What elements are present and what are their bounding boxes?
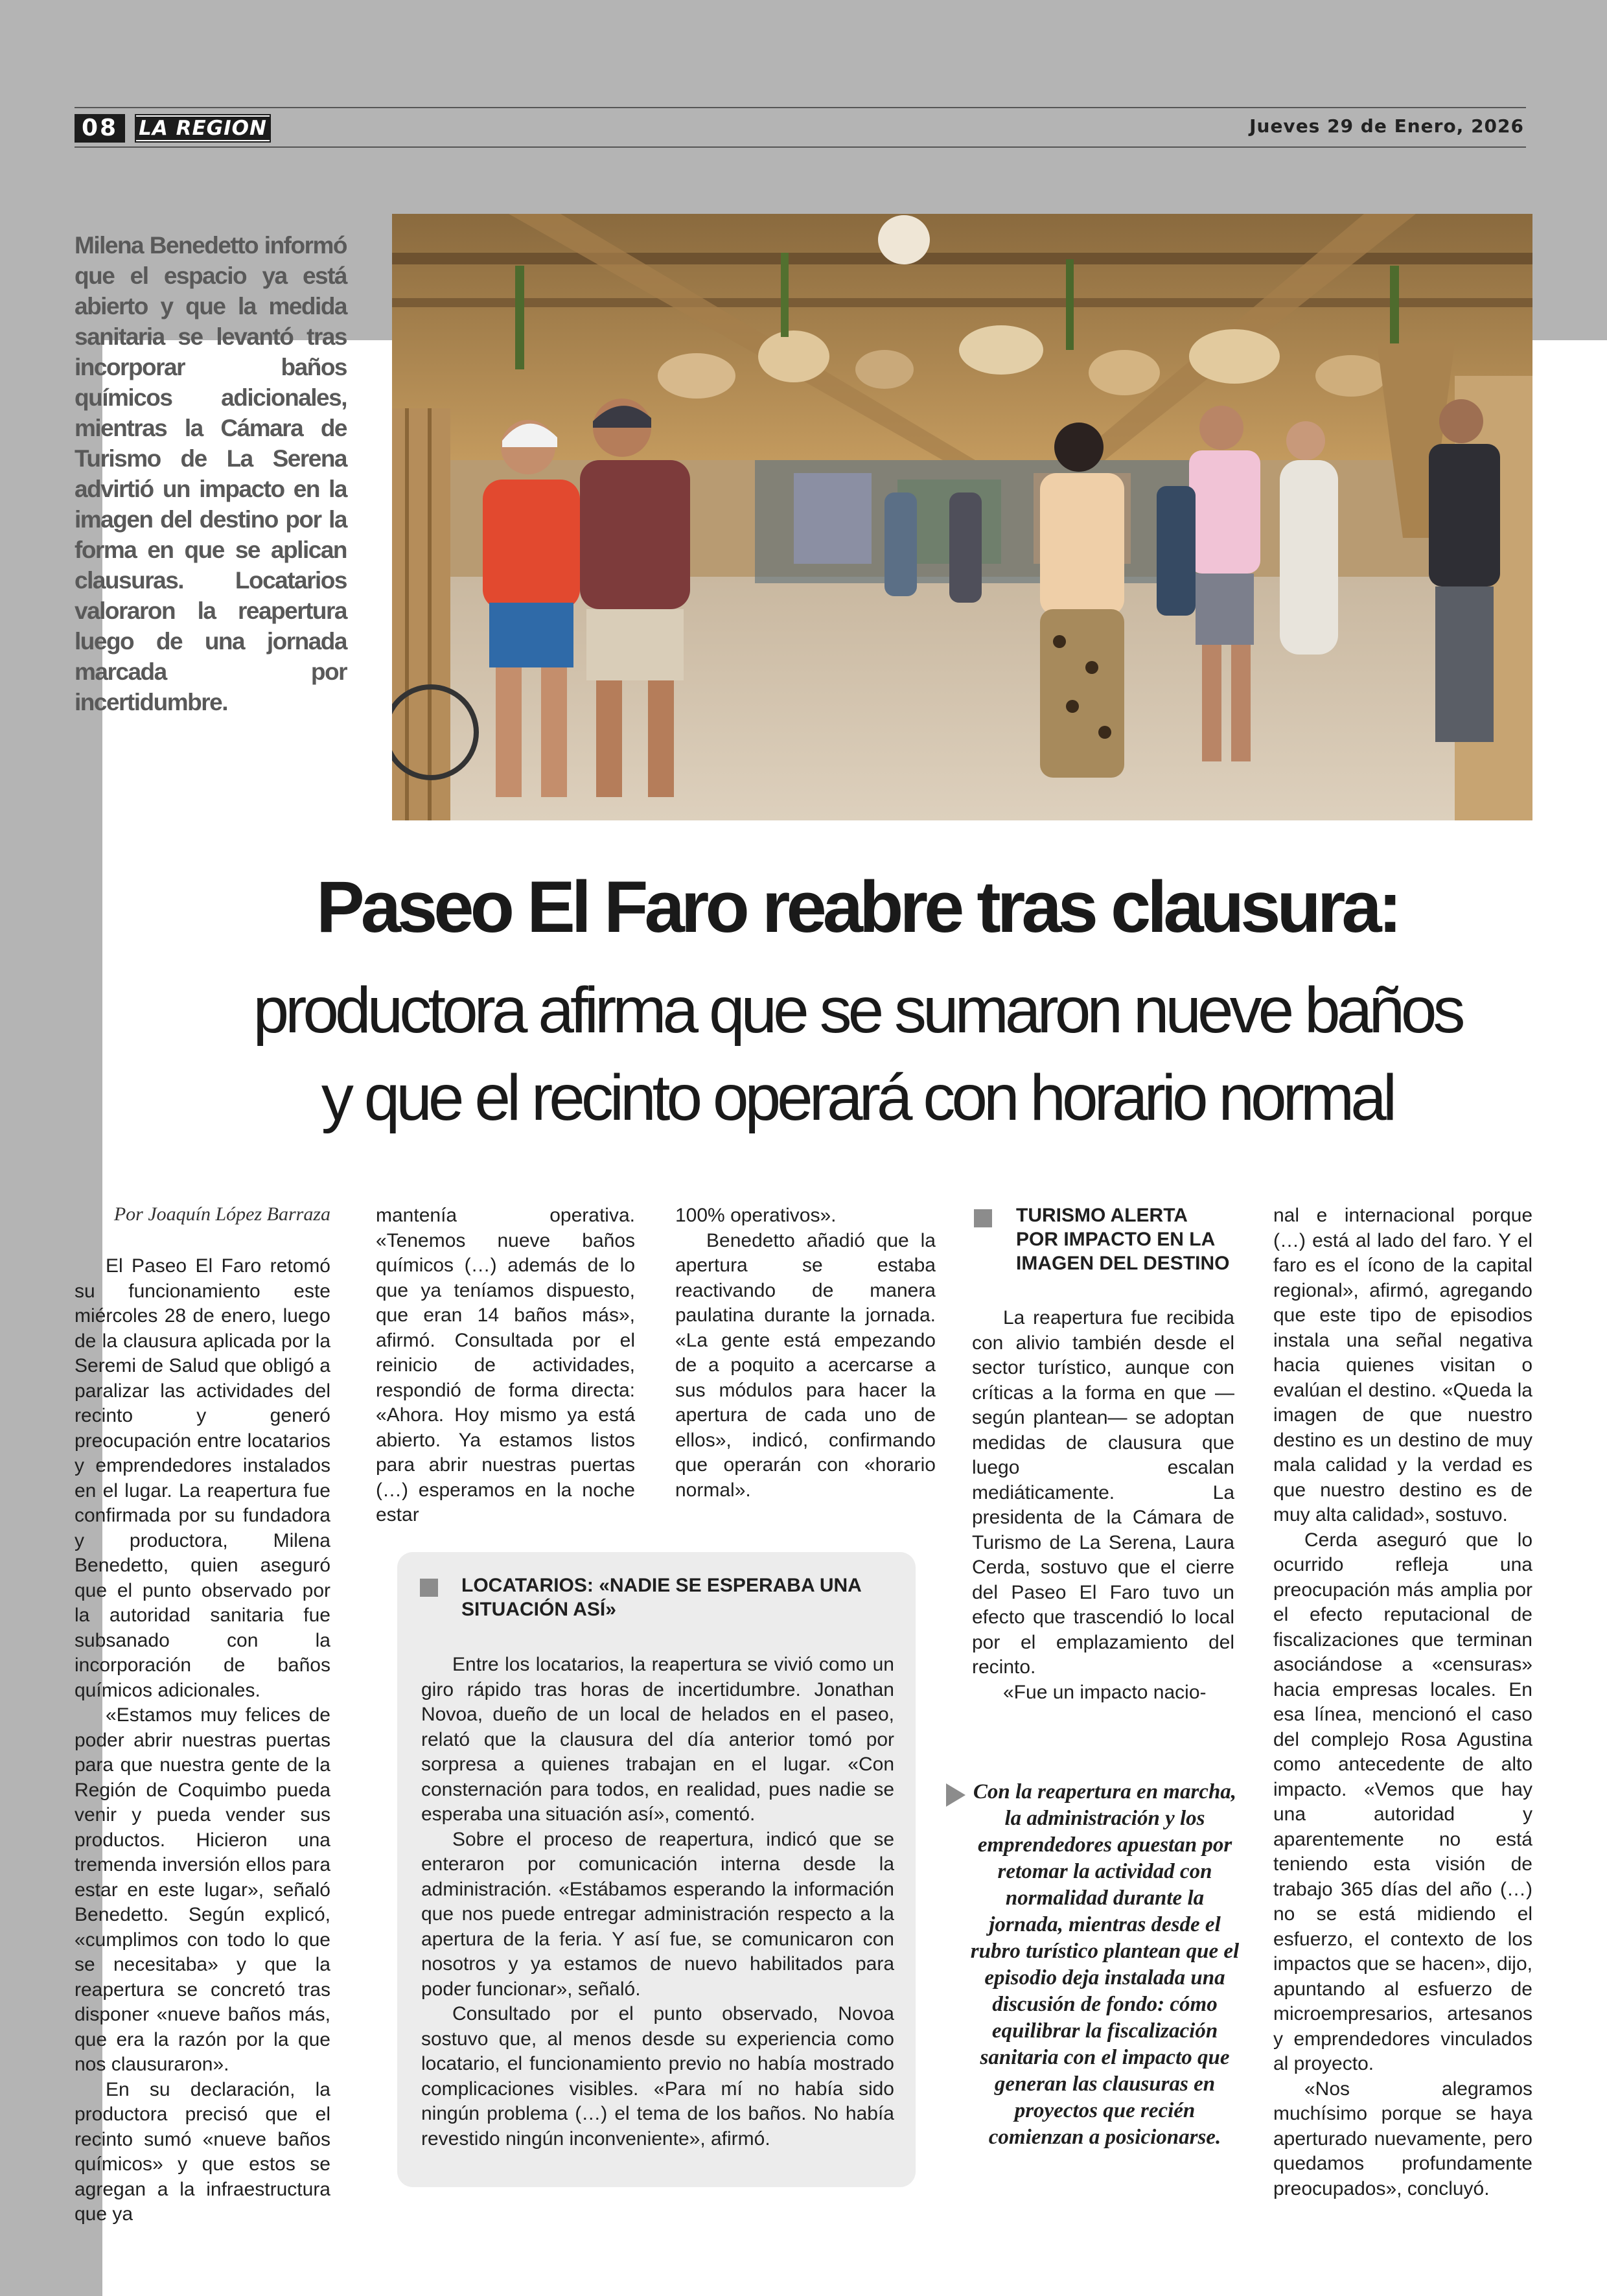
headline-line-2: productora afirma que se sumaron nueve baños bbox=[253, 974, 1462, 1047]
lede-summary: Milena Benedetto informó que el espacio ya está abierto y que la medida sanitaria se levantó tras incorporar baños químicos adicionales, mientras la Cámara de Turismo de La Serena advirtió un impacto en la imagen del destino por la forma en que se aplican clausuras. Locatarios valoraron la reapertura luego de una jornada marcada por incertidumbre. bbox=[75, 232, 347, 715]
sidebar-body bbox=[421, 1652, 894, 2151]
paragraph: «Nos alegramos muchísimo porque se haya aperturado nuevamente, pero quedamos profundamente preocupados», concluyó. bbox=[1273, 2078, 1532, 2199]
paragraph: nal e internacional porque (…) está al lado del faro. Y el faro es el ícono de la capital regional», afirmó, agregando que este tipo de episodios instala una señal negativa hacia quienes visitan o evalúan el destino. «Queda la imagen de que nuestro destino es un destino de muy mala calidad y la verdad es que nuestro destino es de muy alta calidad», sostuvo. bbox=[1273, 1205, 1532, 1525]
body-column-5 bbox=[1273, 1203, 1532, 2201]
article-photo bbox=[392, 214, 1532, 820]
pull-quote-arrow-icon bbox=[946, 1783, 965, 1807]
paragraph: mantenía operativa. «Tenemos nueve baños químicos (…) además de lo que ya teníamos dispuesto, que eran 14 baños más», afirmó. Consultada por el reinicio de actividades, respondió de forma directa: «Ahora. Hoy mismo ya está abierto. Ya estamos listos para abrir nuestras puertas (…) esperamos en la noche estar bbox=[376, 1205, 635, 1525]
section-subhead: TURISMO ALERTA POR IMPACTO EN LA IMAGEN DEL DESTINO bbox=[1016, 1205, 1230, 1274]
paragraph: Cerda aseguró que lo ocurrido refleja una preocupación más amplia por el efecto reputacional de fiscalizaciones que terminan asociándose a «censuras» hacia empresas locales. En esa línea, mencionó el caso del complejo Rosa Agustina como antecedente de alto impacto. «Vemos que hay una autoridad y aparentemente no está teniendo esta visión de trabajo 365 días del año (…) no se está midiendo el esfuerzo, el contexto de los impactos que se hacen», dijo, apuntando al esfuerzo de microempresarios, artesanos y emprendedores vinculados al proyecto. bbox=[1273, 1529, 1532, 2074]
paragraph: Benedetto añadió que la apertura se estaba reactivando de manera paulatina durante la jornada. «La gente está empezando de a poquito a acercarse a sus módulos para hacer la apertura de cada uno de ellos», indicó, confirmando que operarán con «horario normal». bbox=[675, 1229, 936, 1501]
header-rule-top bbox=[75, 107, 1526, 108]
market-photo-illustration bbox=[392, 214, 1532, 820]
subhead-square-marker bbox=[974, 1209, 992, 1227]
paragraph: El Paseo El Faro retomó su funcionamiento este miércoles 28 de enero, luego de la clausura aplicada por la Seremi de Salud que obligó a paralizar las actividades del recinto y generó preocupación entre locatarios y emprendedores instalados en el lugar. La reapertura fue confirmada por su fundadora y productora, Milena Benedetto, quien aseguró que el punto observado por la autoridad sanitaria fue subsanado con la incorporación de baños químicos adicionales. bbox=[75, 1255, 330, 1701]
headline-line-1: Paseo El Faro reabre tras clausura: bbox=[316, 866, 1398, 947]
paragraph: Consultado por el punto observado, Novoa sostuvo que, al menos desde su experiencia como locatario, el funcionamiento previo no había mostrado complicaciones visibles. «Para mí no había sido ningún problema (…) el tema de los baños. No había revestido ningún inconveniente», afirmó. bbox=[421, 2003, 894, 2150]
body-column-4 bbox=[972, 1306, 1234, 1705]
body-column-2 bbox=[376, 1203, 635, 1528]
paragraph: En su declaración, la productora precisó que el recinto sumó «nueve baños químicos» y que estos se agregan a la infraestructura que ya bbox=[75, 2078, 330, 2225]
paragraph: Entre los locatarios, la reapertura se vivió como un giro rápido tras horas de incertidumbre. Jonathan Novoa, dueño de un local de helados en el paseo, relató que la clausura del día anterior tomó por sorpresa a quienes trabajan en el lugar. «Con consternación para todos, en realidad, pues nadie se esperaba una situación así», comentó. bbox=[421, 1654, 894, 1825]
paragraph: 100% operativos». bbox=[675, 1205, 837, 1226]
paragraph: «Fue un impacto nacio- bbox=[1003, 1681, 1207, 1703]
paragraph: «Estamos muy felices de poder abrir nuestras puertas para que nuestra gente de la Región de Coquimbo pueda venir y pueda vender sus productos. Hicieron una tremenda inversión ellos para estar en este lugar», señaló Benedetto. Según explicó, «cumplimos con todo lo que se necesitaba» y que la reapertura se concretó tras disponer «nueve baños más, que era la razón por la que nos clausuraron». bbox=[75, 1704, 330, 2075]
paragraph: La reapertura fue recibida con alivio también desde el sector turístico, aunque con críticas a la forma en que —según plantean— se adoptan medidas de clausura que luego escalan mediáticamente. La presidenta de la Cámara de Turismo de La Serena, Laura Cerda, sostuvo que el cierre del Paseo El Faro tuvo un efecto que trascendió lo local por el emplazamiento del recinto. bbox=[972, 1307, 1234, 1678]
byline: Por Joaquín López Barraza bbox=[113, 1203, 330, 1225]
sidebar-square-marker bbox=[420, 1579, 438, 1597]
body-column-3 bbox=[675, 1203, 936, 1503]
paragraph: Sobre el proceso de reapertura, indicó que se enteraron por comunicación interna desde la administración. «Estábamos esperando la información que nos puede entregar administración respecto a la apertura de la feria. Y así fue, se comunicaron con nosotros y ya estamos de nuevo habilitados para poder funcionar», señaló. bbox=[421, 1828, 894, 2000]
header-rule-bottom bbox=[75, 146, 1526, 148]
page-number: 08 bbox=[75, 114, 125, 143]
pull-quote: Con la reapertura en marcha, la administración y los emprendedores apuestan por retomar la actividad con normalidad durante la jornada, mientras desde el rubro turístico plantean que el episodio deja instalada una discusión de fondo: cómo equilibrar la fiscalización sanitaria con el impacto que generan las clausuras en proyectos que recién comienzan a posicionarse. bbox=[970, 1780, 1240, 2149]
masthead-text: LA REGION bbox=[136, 115, 270, 141]
masthead-logo bbox=[135, 114, 271, 143]
sidebar-title: LOCATARIOS: «NADIE SE ESPERABA UNA SITUACIÓN ASÍ» bbox=[461, 1575, 861, 1620]
body-column-1 bbox=[75, 1254, 330, 2227]
issue-date: Jueves 29 de Enero, 2026 bbox=[1249, 115, 1524, 137]
headline-line-3: y que el recinto operará con horario normal bbox=[321, 1061, 1394, 1134]
